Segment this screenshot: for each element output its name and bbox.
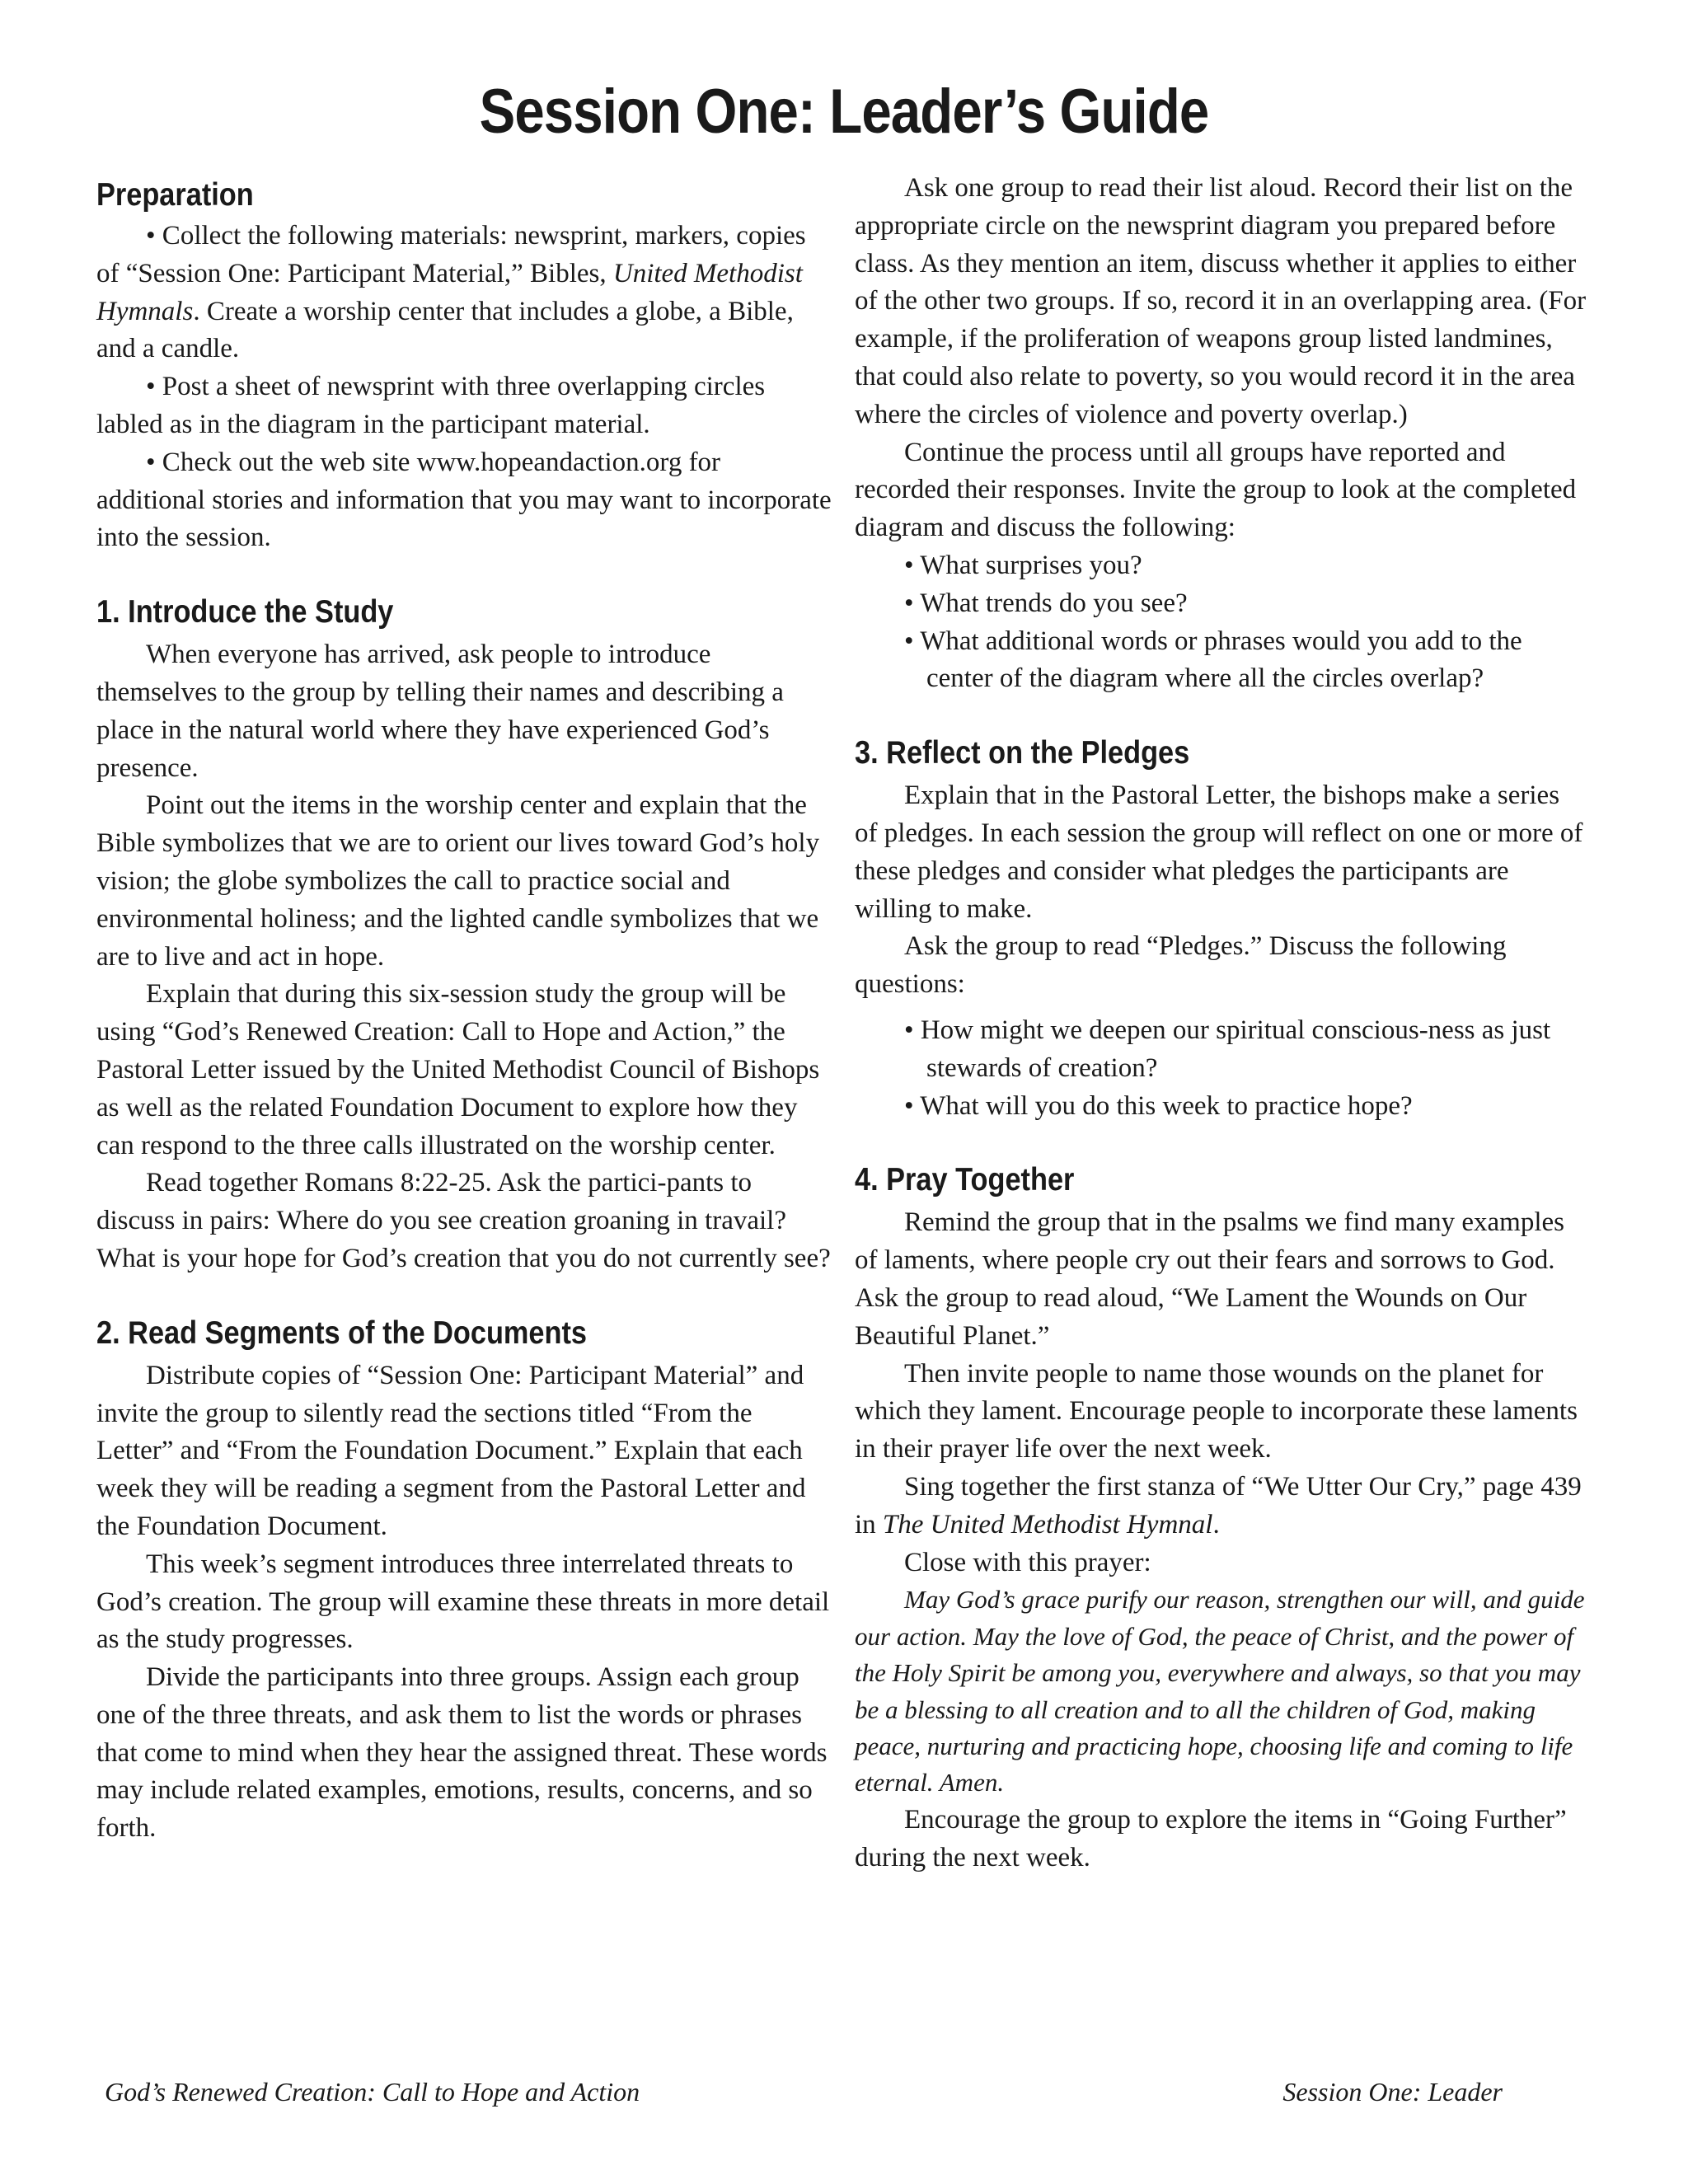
continue-process-paragraph: Continue the process until all groups have reported and recorded their responses. Invite the group to look at the completed diagram and discuss the following:: [855, 437, 1577, 543]
introduce-heading: 1. Introduce the Study: [96, 594, 394, 630]
pray-paragraph: Encourage the group to explore the items in “Going Further” during the next week.: [855, 1804, 1567, 1872]
read-segments-heading: 2. Read Segments of the Documents: [96, 1315, 588, 1351]
introduce-paragraph: When everyone has arrived, ask people to introduce themselves to the group by telling their names and describing a place in the natural world where they have experienced God’s presence.: [96, 640, 784, 783]
introduce-paragraph: Point out the items in the worship center and explain that the Bible symbolizes that we are to orient our lives toward God’s holy vision; the globe symbolizes the call to practice social and environmental holiness; and the lighted candle symbolizes that we are to live and act in hope.: [96, 790, 820, 972]
pray-paragraph: Remind the group that in the psalms we find many examples of laments, where people cry out their fears and sorrows to God. Ask the group to read aloud, “We Lament the Wounds on Our Beautiful Planet.”: [855, 1207, 1565, 1351]
right-column: [855, 170, 1588, 1877]
list-item: • What trends do you see?: [904, 585, 1588, 623]
introduce-paragraph: Read together Romans 8:22-25. Ask the partici-pants to discuss in pairs: Where do you see creation groaning in travail? What is your hope for God’s creation that you do not currently see?: [96, 1168, 831, 1273]
record-list-paragraph: Ask one group to read their list aloud. Record their list on the appropriate circle on the newsprint diagram you prepared before class. As they mention an item, discuss whether it applies to either of the other two groups. If so, record it in an overlapping area. (For example, if the proliferation of weapons group listed landmines, that could also relate to poverty, so you would record it in the area where the circles of violence and poverty overlap.): [855, 173, 1587, 429]
closing-prayer: May God’s grace purify our reason, strengthen our will, and guide our action. May the love of God, the peace of Christ, and the power of the Holy Spirit be among you, everywhere and always, so that you may be a blessing to all creation and to all the children of God, making peace, nurturing and practicing hope, choosing life and coming to life eternal. Amen.: [855, 1585, 1585, 1797]
read-segments-paragraph: Distribute copies of “Session One: Participant Material” and invite the group to silently read the sections titled “From the Letter” and “From the Foundation Document.” Explain that each week they will be reading a segment from the Pastoral Letter and the Foundation Document.: [96, 1360, 806, 1541]
introduce-paragraph: Explain that during this six-session study the group will be using “God’s Renewed Creation: Call to Hope and Action,” the Pastoral Letter issued by the United Methodist Council of Bishops as well as the related Foundation Document to explore how they can respond to the three calls illustrated on the worship center.: [96, 979, 820, 1160]
reflect-paragraph: Ask the group to read “Pledges.” Discuss the following questions:: [855, 931, 1507, 1000]
pray-paragraph: Then invite people to name those wounds on the planet for which they lament. Encourage people to incorporate these laments in their prayer life over the next week.: [855, 1358, 1578, 1465]
hymn-paragraph: Sing together the first stanza of “We Utter Our Cry,” page 439 in The United Methodist Hymnal.: [855, 1471, 1582, 1540]
reflect-heading: 3. Reflect on the Pledges: [855, 735, 1190, 771]
left-column: [96, 175, 832, 1848]
page-title: Session One: Leader’s Guide: [479, 77, 1209, 147]
footer-page-label: Session One: Leader: [1282, 2077, 1503, 2107]
footer-title: God’s Renewed Creation: Call to Hope and Action: [105, 2077, 640, 2107]
reflect-paragraph: Explain that in the Pastoral Letter, the bishops make a series of pledges. In each session the group will reflect on one or more of these pledges and consider what pledges the participants are willing to make.: [855, 780, 1583, 924]
list-item: • How might we deepen our spiritual conscious-ness as just stewards of creation?: [904, 1012, 1588, 1088]
preparation-website: • Check out the web site www.hopeandaction.org for additional stories and information that you may want to incorporate into the session.: [96, 447, 832, 553]
pray-heading: 4. Pray Together: [855, 1162, 1075, 1198]
pray-paragraph: Close with this prayer:: [904, 1547, 1151, 1577]
list-item: • What additional words or phrases would you add to the center of the diagram where all the circles overlap?: [904, 623, 1588, 699]
preparation-materials: • Collect the following materials: newsprint, markers, copies of “Session One: Participant Material,” Bibles, United Methodist Hymnals. Create a worship center that includes a globe, a Bible, and a candle.: [96, 221, 806, 364]
pledge-questions-list: [855, 1012, 1588, 1125]
preparation-heading: Preparation: [96, 177, 254, 213]
read-segments-paragraph: This week’s segment introduces three interrelated threats to God’s creation. The group will examine these threats in more detail as the study progresses.: [96, 1549, 830, 1655]
discussion-list: [855, 547, 1588, 698]
preparation-newsprint: • Post a sheet of newsprint with three overlapping circles labled as in the diagram in the participant material.: [96, 372, 766, 439]
list-item: • What surprises you?: [904, 547, 1588, 585]
read-segments-paragraph: Divide the participants into three groups. Assign each group one of the three threats, and ask them to list the words or phrases that come to mind when they hear the assigned threat. These words may include related examples, emotions, results, concerns, and so forth.: [96, 1662, 828, 1844]
list-item: • What will you do this week to practice hope?: [904, 1088, 1588, 1126]
